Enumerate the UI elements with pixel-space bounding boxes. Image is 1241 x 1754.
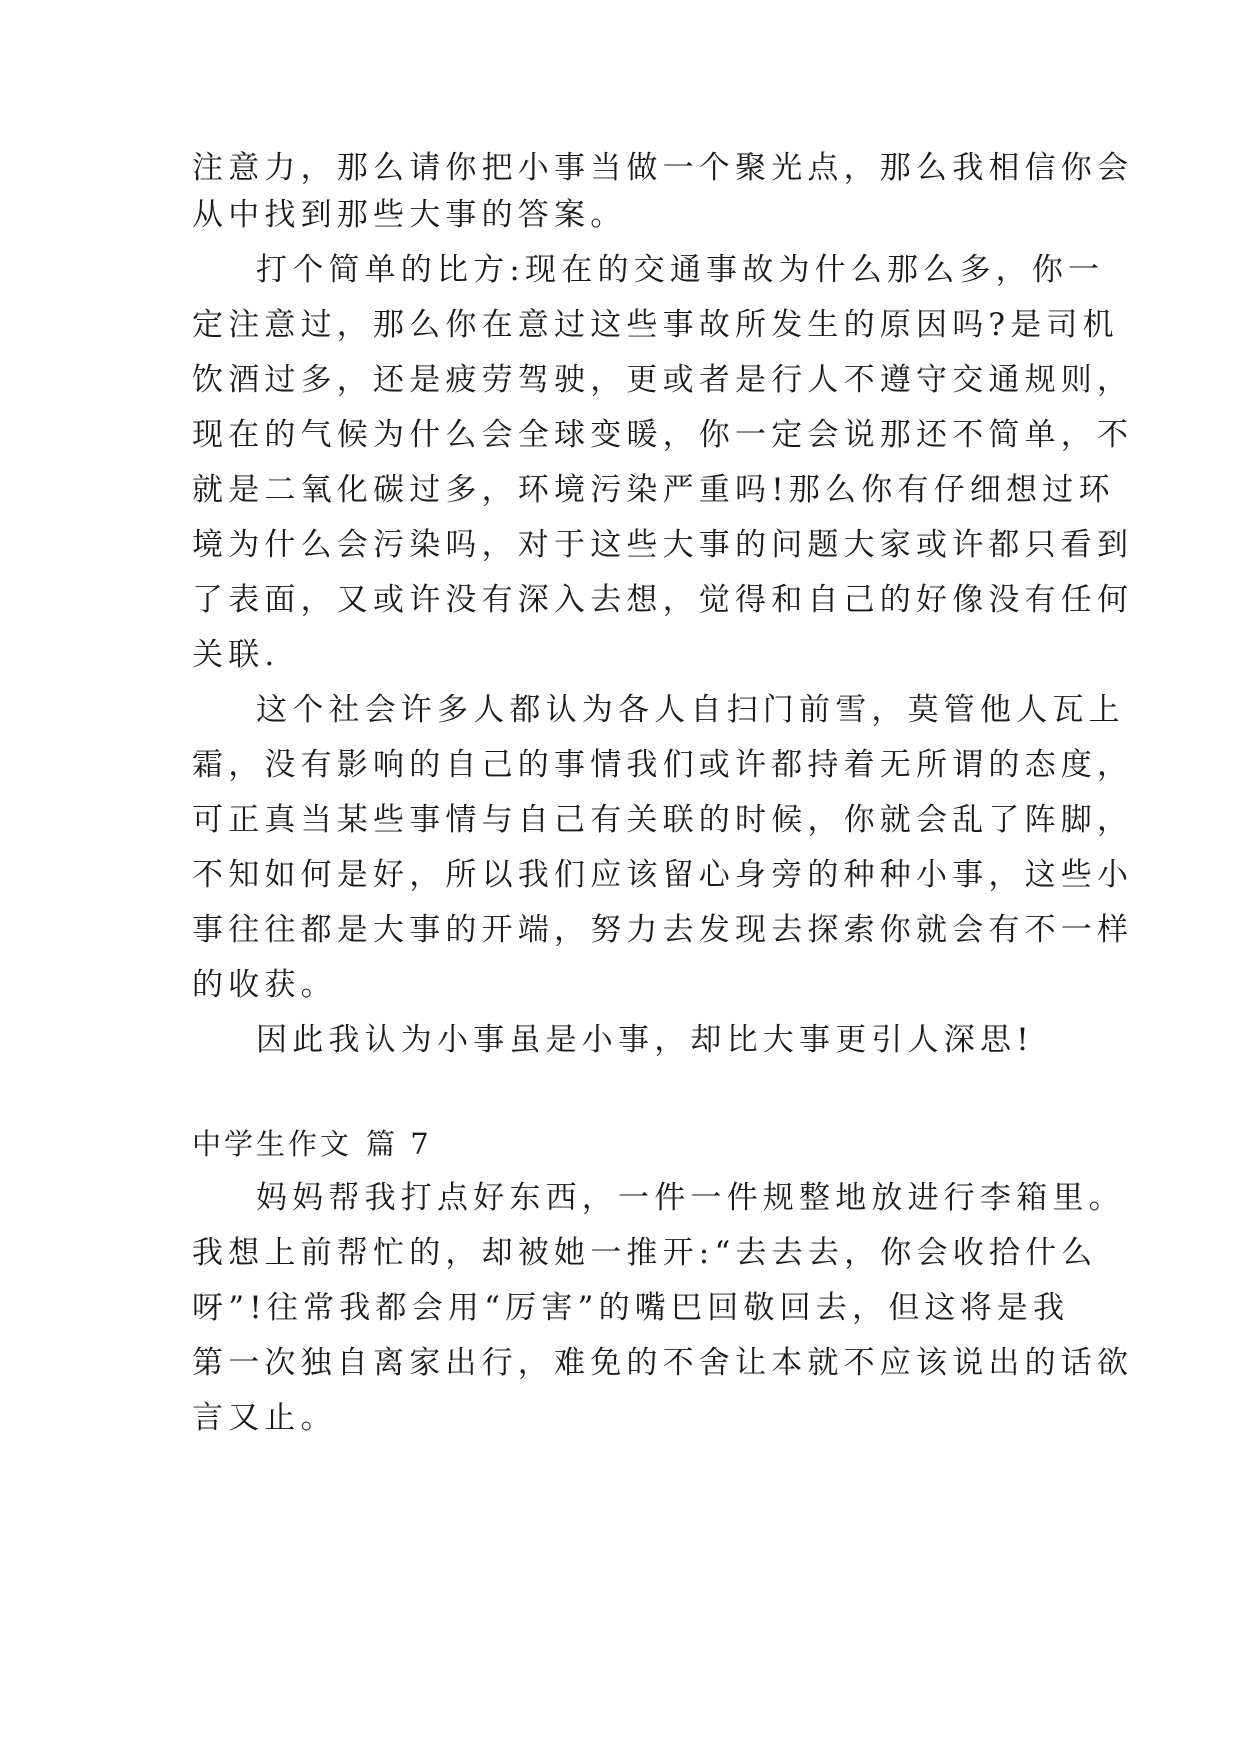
paragraph-line: 第一次独自离家出行，难免的不舍让本就不应该说出的话欲 bbox=[192, 1345, 1134, 1381]
paragraph-line: 了表面，又或许没有深入去想，觉得和自己的好像没有任何 bbox=[192, 582, 1134, 618]
section-number: 篇 7 bbox=[366, 1127, 432, 1161]
paragraph-line: 事往往都是大事的开端，努力去发现去探索你就会有不一样 bbox=[192, 912, 1134, 948]
paragraph-line: 不知如何是好，所以我们应该留心身旁的种种小事，这些小 bbox=[192, 857, 1134, 893]
paragraph-line: 霜，没有影响的自己的事情我们或许都持着无所谓的态度， bbox=[192, 747, 1134, 783]
paragraph-line: 就是二氧化碳过多，环境污染严重吗!那么你有仔细想过环 bbox=[192, 472, 1115, 508]
paragraph-first-line: 打个简单的比方:现在的交通事故为什么那么多，你一 bbox=[256, 252, 1105, 288]
paragraph-first-line: 这个社会许多人都认为各人自扫门前雪，莫管他人瓦上 bbox=[256, 692, 1125, 728]
paragraph-first-line: 因此我认为小事虽是小事，却比大事更引人深思! bbox=[256, 1022, 1034, 1058]
section-title: 中学生作文 bbox=[192, 1127, 353, 1161]
paragraph-line: 注意力，那么请你把小事当做一个聚光点，那么我相信你会 bbox=[192, 150, 1134, 186]
paragraph-line: 现在的气候为什么会全球变暖，你一定会说那还不简单，不 bbox=[192, 417, 1134, 453]
section-heading bbox=[192, 1124, 432, 1164]
paragraph-first-line: 妈妈帮我打点好东西，一件一件规整地放进行李箱里。 bbox=[256, 1180, 1125, 1216]
paragraph-line: 呀”!往常我都会用“厉害”的嘴巴回敬回去，但这将是我 bbox=[192, 1290, 1070, 1326]
paragraph-line: 境为什么会污染吗，对于这些大事的问题大家或许都只看到 bbox=[192, 527, 1134, 563]
paragraph-line: 关联. bbox=[192, 637, 280, 673]
paragraph-line: 饮酒过多，还是疲劳驾驶，更或者是行人不遵守交通规则， bbox=[192, 362, 1134, 398]
paragraph-line: 的收获。 bbox=[192, 967, 337, 1003]
paragraph-line: 我想上前帮忙的，却被她一推开:“去去去，你会收拾什么 bbox=[192, 1235, 1098, 1271]
paragraph-line: 从中找到那些大事的答案。 bbox=[192, 197, 627, 233]
paragraph-line: 可正真当某些事情与自己有关联的时候，你就会乱了阵脚， bbox=[192, 802, 1134, 838]
paragraph-line: 言又止。 bbox=[192, 1400, 337, 1436]
paragraph-line: 定注意过，那么你在意过这些事故所发生的原因吗?是司机 bbox=[192, 307, 1119, 343]
